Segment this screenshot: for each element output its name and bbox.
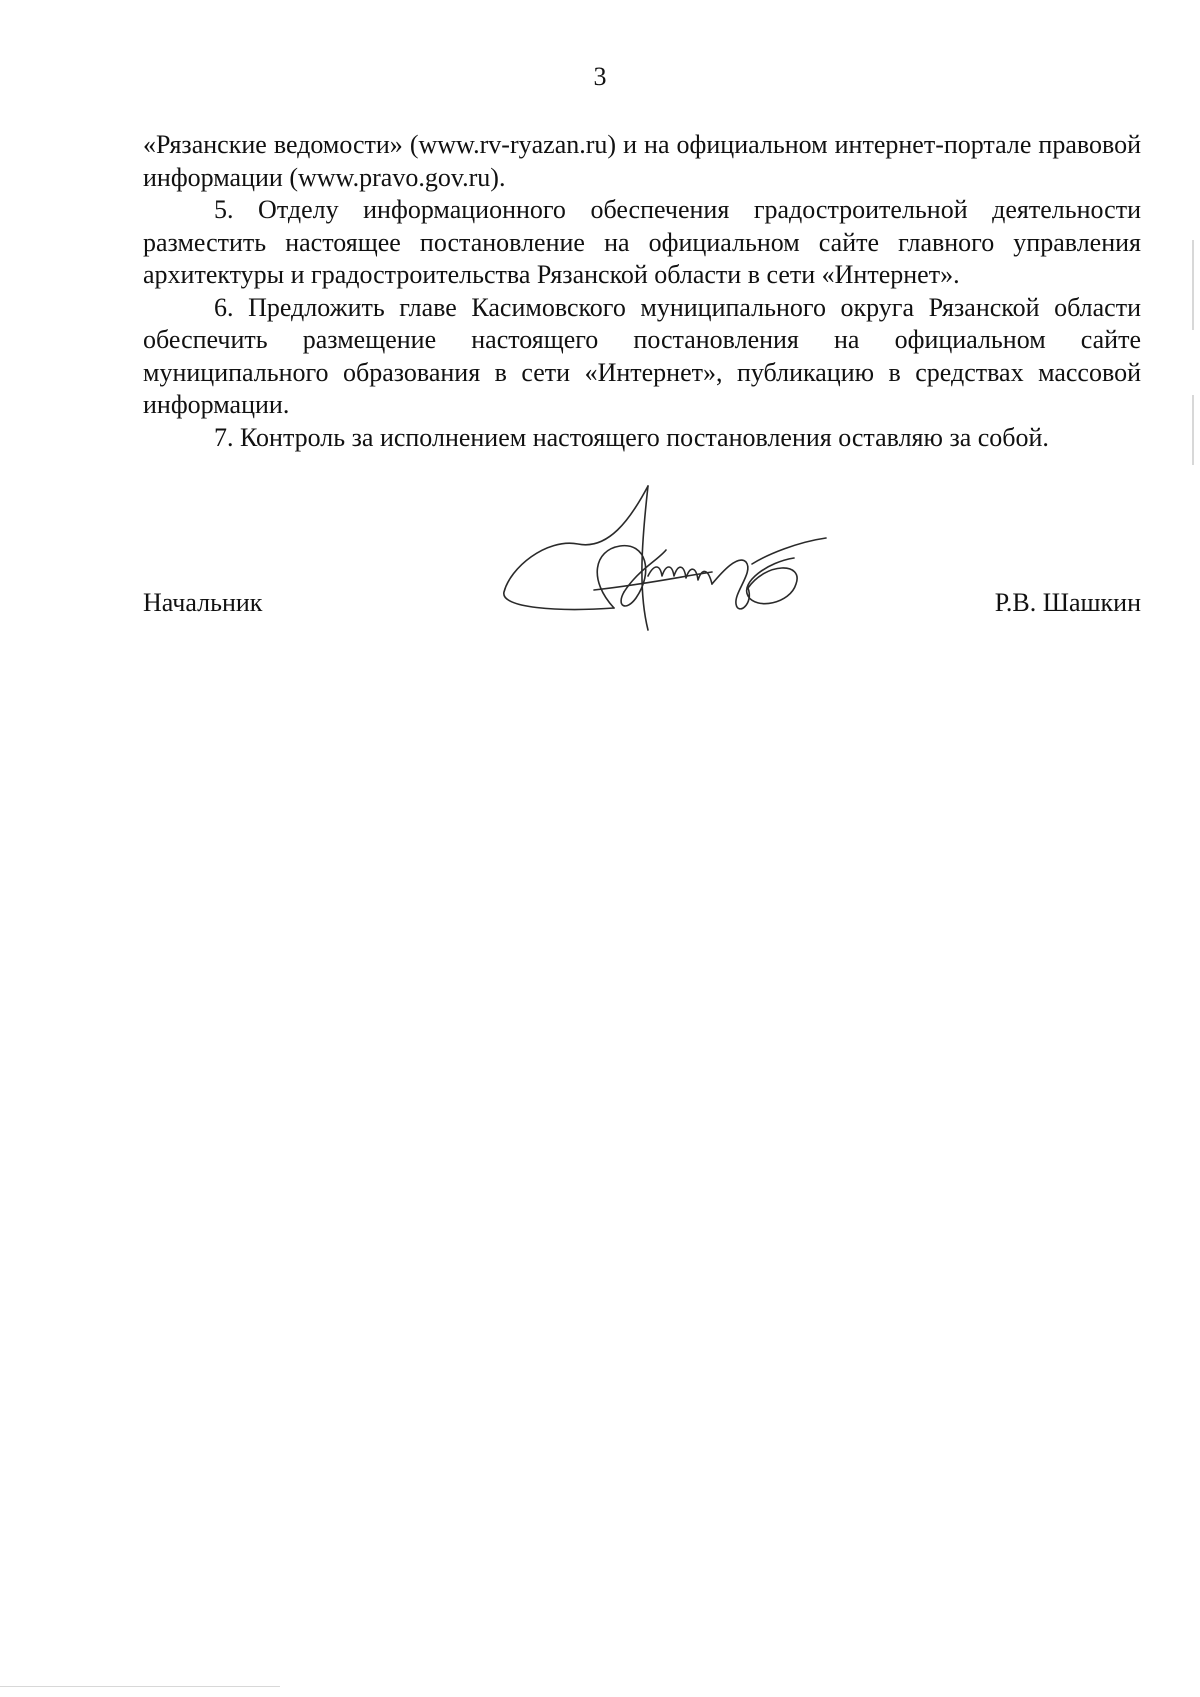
signatory-name: Р.В. Шашкин — [994, 588, 1141, 617]
paragraph-item-7: 7. Контроль за исполнением настоящего постановления оставляю за собой. — [214, 422, 1049, 452]
paragraph-publication: «Рязанские ведомости» (www.rv-ryazan.ru) и на официальном интернет-портале правовой информации (www.pravo.gov.ru). — [143, 130, 1141, 192]
signatory-title: Начальник — [143, 588, 263, 617]
scan-edge-mark-bottom — [0, 1686, 280, 1687]
document-body — [143, 129, 1141, 454]
page-number: 3 — [593, 62, 607, 91]
scan-edge-mark-right-2 — [1192, 395, 1194, 465]
handwritten-signature — [498, 480, 848, 670]
scan-edge-mark-right — [1192, 240, 1194, 330]
paragraph-item-6: 6. Предложить главе Касимовского муниципального округа Рязанской области обеспечить размещение настоящего постановления на официальном сайте муниципального образования в сети «Интернет», публикацию в средствах массовой информации. — [143, 292, 1141, 419]
paragraph-item-5: 5. Отделу информационного обеспечения градостроительной деятельности разместить настоящее постановление на официальном сайте главного управления архитектуры и градостроительства Рязанской области в сети «Интернет». — [143, 195, 1141, 289]
